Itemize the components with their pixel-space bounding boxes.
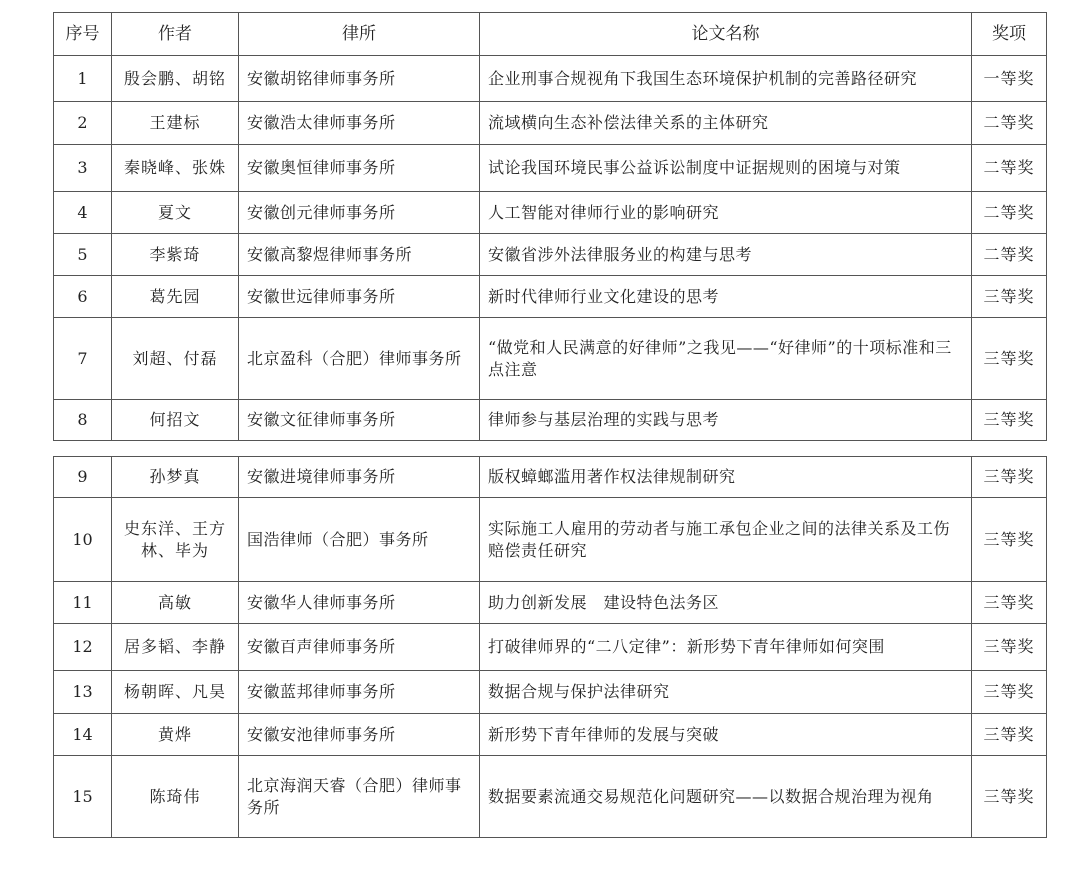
row-no: 8	[54, 400, 112, 441]
row-firm: 安徽高黎煜律师事务所	[239, 234, 480, 276]
row-award: 三等奖	[972, 671, 1047, 714]
row-no: 11	[54, 582, 112, 624]
row-author: 殷会鹏、胡铭	[112, 56, 239, 102]
row-title: 试论我国环境民事公益诉讼制度中证据规则的困境与对策	[480, 145, 972, 192]
table-row	[54, 276, 1047, 318]
row-firm: 安徽浩太律师事务所	[239, 102, 480, 145]
row-firm: 国浩律师（合肥）事务所	[239, 498, 480, 582]
row-no: 12	[54, 624, 112, 671]
table-header-row	[54, 13, 1047, 56]
row-title: 流域横向生态补偿法律关系的主体研究	[480, 102, 972, 145]
row-title: 人工智能对律师行业的影响研究	[480, 192, 972, 234]
row-author: 史东洋、王方林、毕为	[112, 498, 239, 582]
row-firm: 安徽文征律师事务所	[239, 400, 480, 441]
table-row	[54, 145, 1047, 192]
row-firm: 安徽蓝邦律师事务所	[239, 671, 480, 714]
award-table-part-1	[53, 12, 1047, 441]
row-author: 黄烨	[112, 714, 239, 756]
row-award: 二等奖	[972, 145, 1047, 192]
row-author: 何招文	[112, 400, 239, 441]
table-row	[54, 234, 1047, 276]
row-firm: 北京海润天睿（合肥）律师事务所	[239, 756, 480, 838]
table-row	[54, 582, 1047, 624]
row-title: 新形势下青年律师的发展与突破	[480, 714, 972, 756]
row-award: 三等奖	[972, 756, 1047, 838]
row-firm: 安徽创元律师事务所	[239, 192, 480, 234]
row-title: 数据合规与保护法律研究	[480, 671, 972, 714]
table-row	[54, 714, 1047, 756]
row-no: 7	[54, 318, 112, 400]
row-firm: 安徽世远律师事务所	[239, 276, 480, 318]
row-award: 三等奖	[972, 276, 1047, 318]
row-award: 三等奖	[972, 714, 1047, 756]
row-title: 版权蟑螂滥用著作权法律规制研究	[480, 457, 972, 498]
table-row	[54, 671, 1047, 714]
row-author: 夏文	[112, 192, 239, 234]
row-title: “做党和人民满意的好律师”之我见——“好律师”的十项标准和三点注意	[480, 318, 972, 400]
header-firm: 律所	[239, 13, 480, 56]
row-firm: 安徽华人律师事务所	[239, 582, 480, 624]
row-title: 实际施工人雇用的劳动者与施工承包企业之间的法律关系及工伤赔偿责任研究	[480, 498, 972, 582]
row-no: 3	[54, 145, 112, 192]
table-row	[54, 457, 1047, 498]
table-row	[54, 624, 1047, 671]
table-row	[54, 56, 1047, 102]
row-no: 1	[54, 56, 112, 102]
row-title: 数据要素流通交易规范化问题研究——以数据合规治理为视角	[480, 756, 972, 838]
row-award: 二等奖	[972, 192, 1047, 234]
table-row	[54, 400, 1047, 441]
row-award: 二等奖	[972, 234, 1047, 276]
row-no: 6	[54, 276, 112, 318]
row-title: 律师参与基层治理的实践与思考	[480, 400, 972, 441]
row-award: 三等奖	[972, 624, 1047, 671]
row-title: 新时代律师行业文化建设的思考	[480, 276, 972, 318]
row-author: 居多韬、李静	[112, 624, 239, 671]
row-award: 二等奖	[972, 102, 1047, 145]
row-no: 5	[54, 234, 112, 276]
row-no: 13	[54, 671, 112, 714]
row-no: 15	[54, 756, 112, 838]
row-author: 杨朝晖、凡昊	[112, 671, 239, 714]
row-title: 打破律师界的“二八定律”：新形势下青年律师如何突围	[480, 624, 972, 671]
row-title: 助力创新发展 建设特色法务区	[480, 582, 972, 624]
row-author: 王建标	[112, 102, 239, 145]
row-author: 葛先园	[112, 276, 239, 318]
table-row	[54, 192, 1047, 234]
award-table-part-2	[53, 456, 1047, 838]
row-author: 高敏	[112, 582, 239, 624]
header-award: 奖项	[972, 13, 1047, 56]
row-firm: 安徽百声律师事务所	[239, 624, 480, 671]
row-author: 李紫琦	[112, 234, 239, 276]
row-firm: 安徽安池律师事务所	[239, 714, 480, 756]
header-author: 作者	[112, 13, 239, 56]
row-award: 三等奖	[972, 400, 1047, 441]
row-title: 安徽省涉外法律服务业的构建与思考	[480, 234, 972, 276]
table-row	[54, 102, 1047, 145]
row-no: 4	[54, 192, 112, 234]
row-award: 三等奖	[972, 457, 1047, 498]
row-award: 一等奖	[972, 56, 1047, 102]
row-firm: 北京盈科（合肥）律师事务所	[239, 318, 480, 400]
row-author: 孙梦真	[112, 457, 239, 498]
row-firm: 安徽进境律师事务所	[239, 457, 480, 498]
row-no: 9	[54, 457, 112, 498]
table-row	[54, 756, 1047, 838]
row-award: 三等奖	[972, 498, 1047, 582]
table-row	[54, 498, 1047, 582]
row-author: 秦晓峰、张姝	[112, 145, 239, 192]
header-title: 论文名称	[480, 13, 972, 56]
row-author: 刘超、付磊	[112, 318, 239, 400]
row-firm: 安徽胡铭律师事务所	[239, 56, 480, 102]
row-firm: 安徽奥恒律师事务所	[239, 145, 480, 192]
row-author: 陈琦伟	[112, 756, 239, 838]
row-award: 三等奖	[972, 582, 1047, 624]
row-title: 企业刑事合规视角下我国生态环境保护机制的完善路径研究	[480, 56, 972, 102]
header-no: 序号	[54, 13, 112, 56]
row-no: 10	[54, 498, 112, 582]
table-row	[54, 318, 1047, 400]
row-no: 14	[54, 714, 112, 756]
row-award: 三等奖	[972, 318, 1047, 400]
row-no: 2	[54, 102, 112, 145]
